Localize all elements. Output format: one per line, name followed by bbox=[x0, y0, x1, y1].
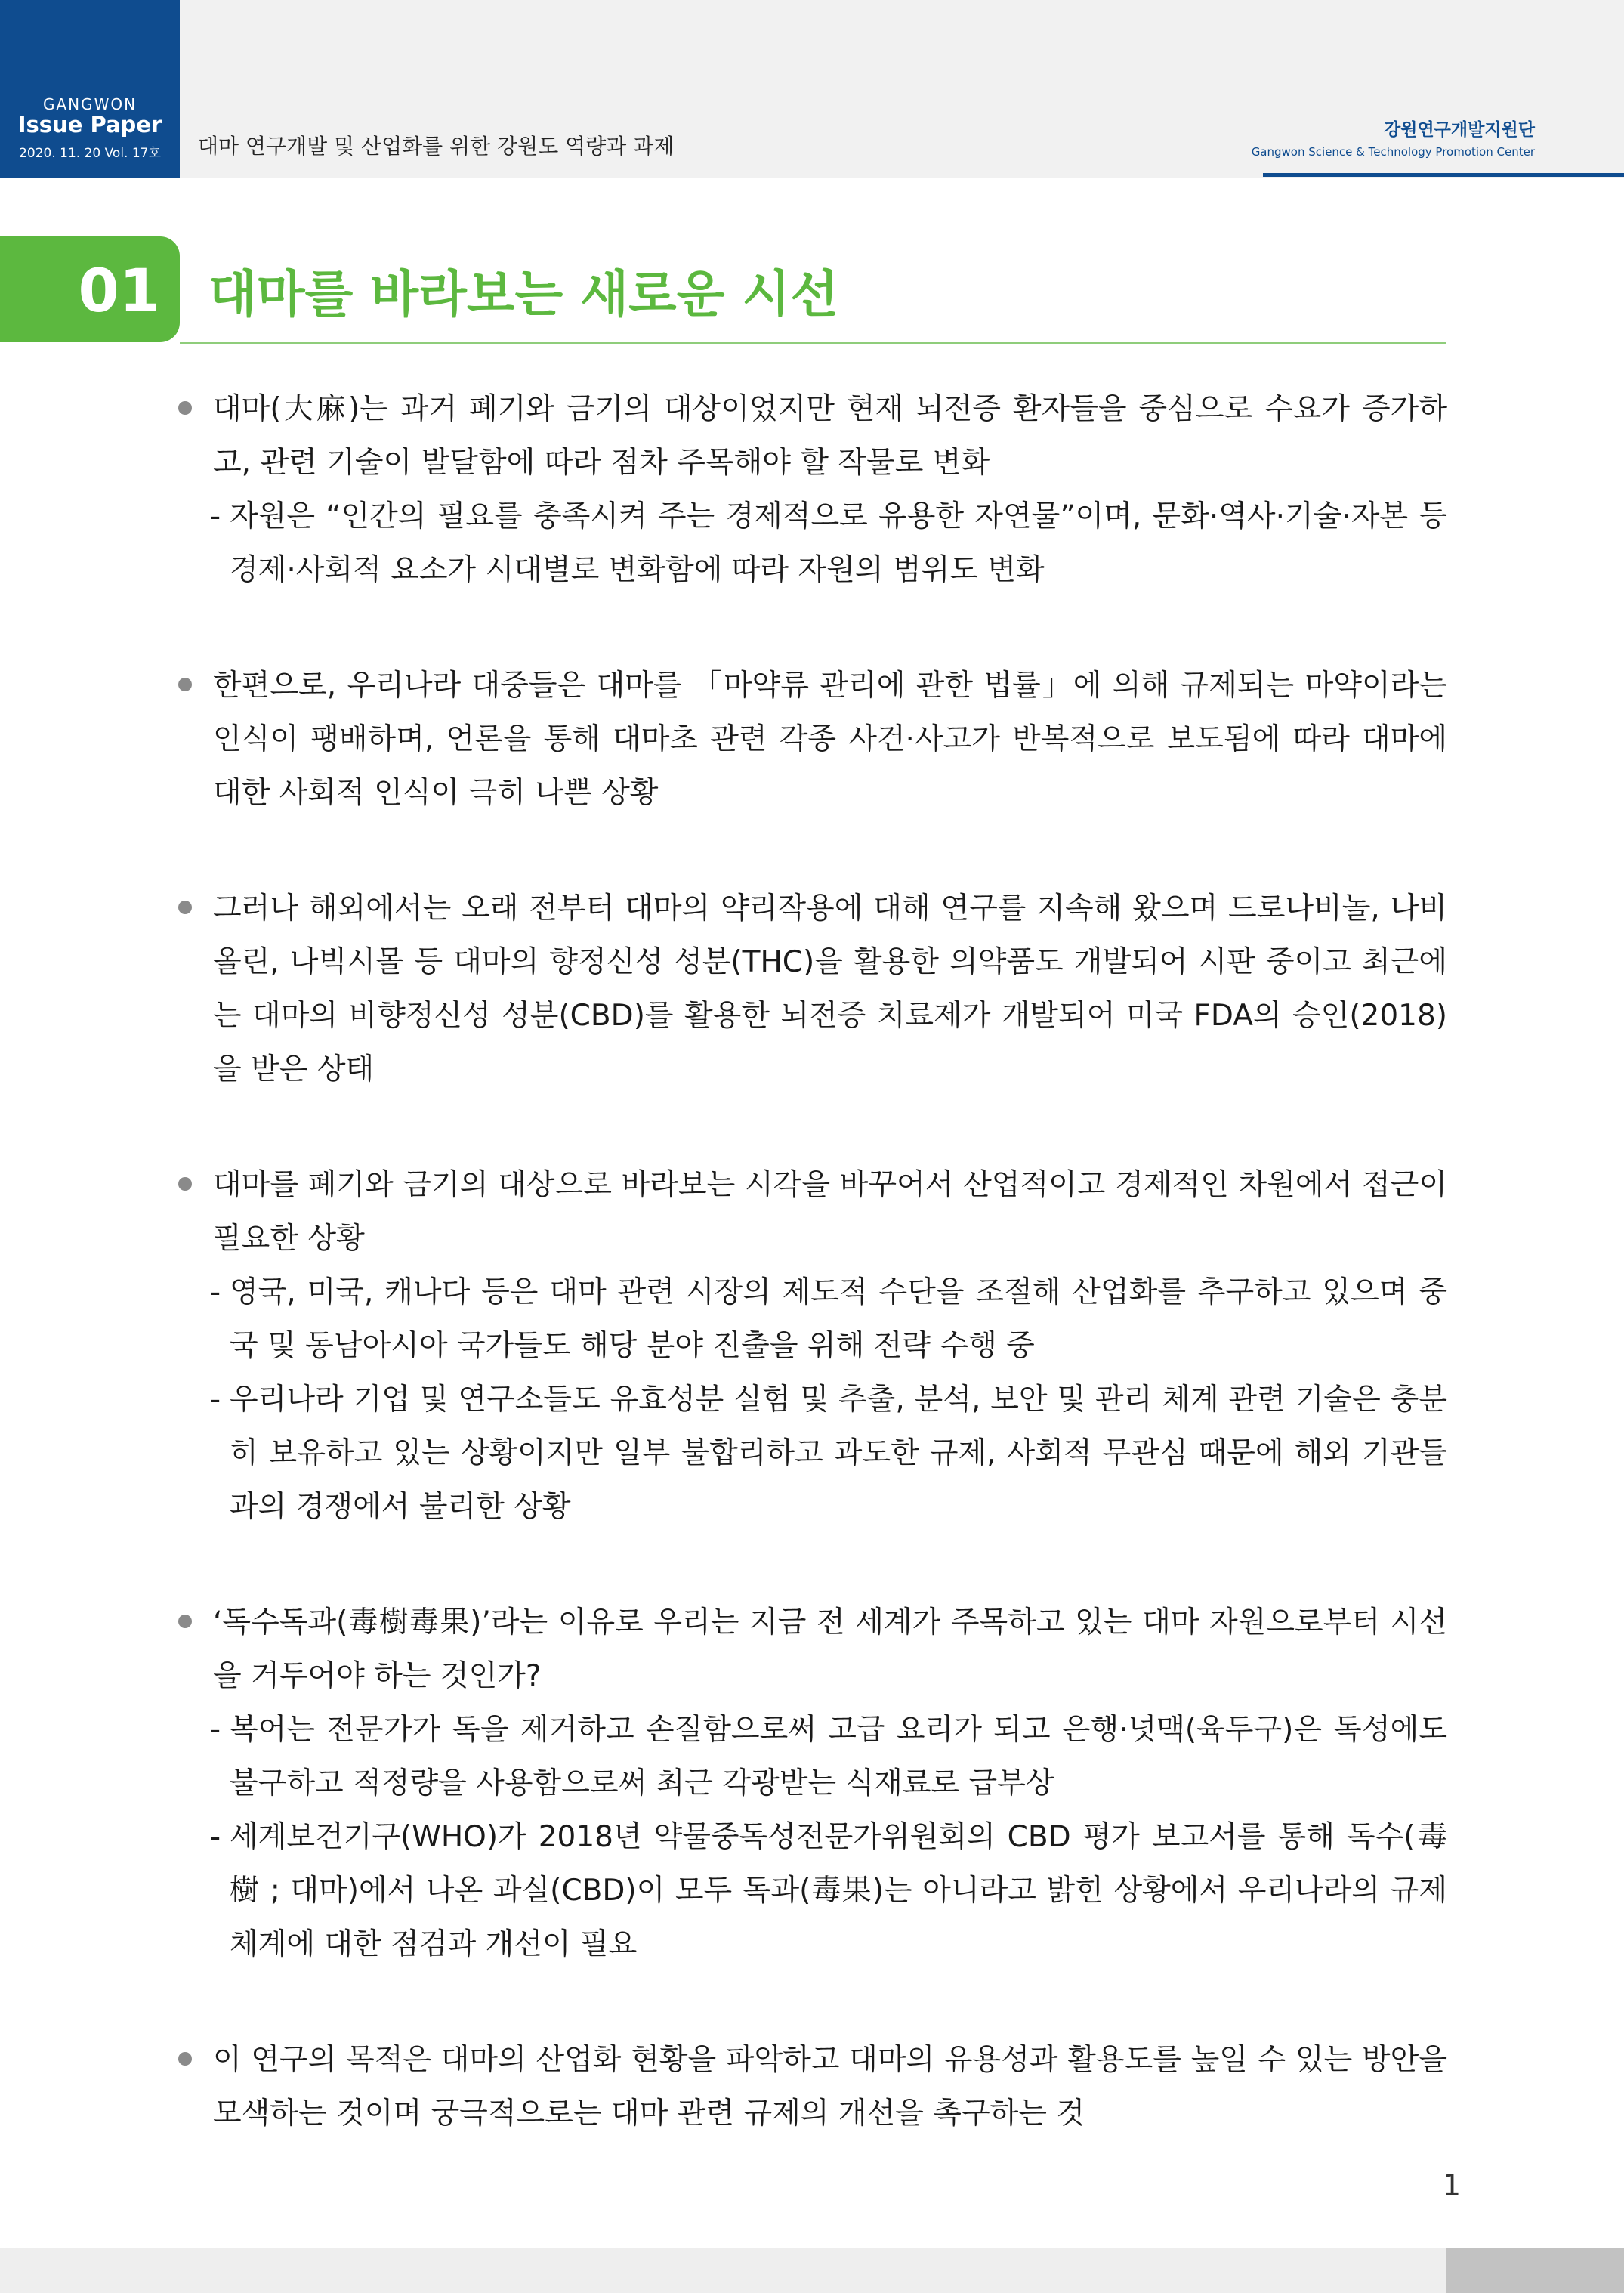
section-divider bbox=[180, 342, 1446, 344]
report-title: 대마 연구개발 및 산업화를 위한 강원도 역량과 과제 bbox=[198, 134, 675, 159]
sub-text: 영국, 미국, 캐나다 등은 대마 관련 시장의 제도적 수단을 조절해 산업화를 추구하고 있으며 중국 및 동남아시아 국가들도 해당 분야 진출을 위해 전략 수행 중 bbox=[230, 1275, 1447, 1363]
paragraph-4 bbox=[175, 1158, 1457, 1534]
dash-icon: - bbox=[210, 1820, 221, 1854]
bullet-text: 이 연구의 목적은 대마의 산업화 현황을 파악하고 대마의 유용성과 활용도를 높일 수 있는 방안을 모색하는 것이며 궁극적으로는 대마 관련 규제의 개선을 촉구하는 것 bbox=[213, 2043, 1457, 2131]
document-body bbox=[175, 382, 1457, 2202]
dash-icon: - bbox=[210, 1713, 221, 1747]
brand-gangwon-text: GANGWON bbox=[42, 95, 137, 113]
sub-item bbox=[175, 1265, 1447, 1373]
bullet-text: ‘독수독과(毒樹毒果)’라는 이유로 우리는 지금 전 세계가 주목하고 있는 대마 자원으로부터 시선을 거두어야 하는 것인가? bbox=[213, 1605, 1447, 1693]
sub-item bbox=[175, 1703, 1457, 1810]
bullet-dot-icon bbox=[178, 901, 192, 914]
paragraph-3 bbox=[175, 882, 1447, 1096]
dash-icon: - bbox=[210, 1275, 221, 1309]
bullet-item bbox=[175, 1158, 1457, 1265]
paragraph-5 bbox=[175, 1596, 1457, 1971]
organization-name-english: Gangwon Science & Technology Promotion Center bbox=[1251, 145, 1535, 159]
bullet-text: 대마를 폐기와 금기의 대상으로 바라보는 시각을 바꾸어서 산업적이고 경제적인 차원에서 접근이 필요한 상황 bbox=[213, 1168, 1457, 1256]
sub-text: 복어는 전문가가 독을 제거하고 손질함으로써 고급 요리가 되고 은행·넛맥(육두구)은 독성에도 불구하고 적정량을 사용함으로써 최근 각광받는 식재료로 급부상 bbox=[230, 1713, 1457, 1800]
bullet-item bbox=[175, 2033, 1457, 2140]
bullet-item bbox=[175, 382, 1447, 490]
paragraph-1 bbox=[175, 382, 1457, 597]
section-number-tab bbox=[0, 236, 180, 342]
section-title: 대마를 바라보는 새로운 시선 bbox=[208, 265, 839, 323]
bullet-item bbox=[175, 659, 1457, 820]
bullet-text: 그러나 해외에서는 오래 전부터 대마의 약리작용에 대해 연구를 지속해 왔으며 드로나비놀, 나비올린, 나빅시몰 등 대마의 향정신성 성분(THC)을 활용한 의약품도 개발되어 시판 중이고 최근에는 대마의 비향정신성 성분(CBD)를 활용한 뇌전증 치료제가 개발되어 미국 FDA의 승인(2018)을 받은 상태 bbox=[213, 892, 1447, 1086]
sub-item bbox=[175, 1810, 1457, 1971]
bullet-text: 대마(大麻)는 과거 폐기와 금기의 대상이었지만 현재 뇌전증 환자들을 중심으로 수요가 증가하고, 관련 기술이 발달함에 따라 점차 주목해야 할 작물로 변화 bbox=[213, 392, 1447, 480]
sub-item bbox=[175, 490, 1457, 597]
dash-icon: - bbox=[210, 1383, 221, 1417]
sub-item bbox=[175, 1373, 1447, 1534]
dash-icon: - bbox=[210, 499, 221, 533]
bullet-text: 한편으로, 우리나라 대중들은 대마를 「마약류 관리에 관한 법률」에 의해 규제되는 마약이라는 인식이 팽배하며, 언론을 통해 대마초 관련 각종 사건·사고가 반복적으로 보도됨에 따라 대마에 대한 사회적 인식이 극히 나쁜 상황 bbox=[213, 669, 1457, 810]
paragraph-2 bbox=[175, 659, 1457, 820]
sub-text: 우리나라 기업 및 연구소들도 유효성분 실험 및 추출, 분석, 보안 및 관리 체계 관련 기술은 충분히 보유하고 있는 상황이지만 일부 불합리하고 과도한 규제, 사회적 무관심 때문에 해외 기관들과의 경쟁에서 불리한 상황 bbox=[230, 1383, 1447, 1524]
bullet-dot-icon bbox=[178, 2052, 192, 2066]
paragraph-6 bbox=[175, 2033, 1457, 2140]
bullet-dot-icon bbox=[178, 678, 192, 691]
bullet-dot-icon bbox=[178, 1177, 192, 1191]
organization-name-korean: 강원연구개발지원단 bbox=[1384, 120, 1535, 140]
page-number: 1 bbox=[1442, 2168, 1461, 2202]
header-accent-line bbox=[1263, 173, 1624, 177]
footer-bar bbox=[0, 2248, 1624, 2293]
footer-accent-block bbox=[1446, 2248, 1624, 2293]
bullet-dot-icon bbox=[178, 1615, 192, 1628]
bullet-item bbox=[175, 882, 1447, 1096]
bullet-dot-icon bbox=[178, 401, 192, 415]
bullet-item bbox=[175, 1596, 1447, 1703]
issue-date-volume: 2020. 11. 20 Vol. 17호 bbox=[19, 146, 161, 161]
issue-paper-logo bbox=[0, 0, 180, 178]
sub-text: 세계보건기구(WHO)가 2018년 약물중독성전문가위원회의 CBD 평가 보고서를 통해 독수(毒樹 ; 대마)에서 나온 과실(CBD)이 모두 독과(毒果)는 아니라고 밝힌 상황에서 우리나라의 규제 체계에 대한 점검과 개선이 필요 bbox=[230, 1820, 1457, 1961]
sub-text: 자원은 “인간의 필요를 충족시켜 주는 경제적으로 유용한 자연물”이며, 문화·역사·기술·자본 등 경제·사회적 요소가 시대별로 변화함에 따라 자원의 범위도 변화 bbox=[230, 499, 1457, 587]
section-number: 01 bbox=[78, 258, 160, 326]
brand-issue-paper-text: Issue Paper bbox=[17, 112, 162, 138]
